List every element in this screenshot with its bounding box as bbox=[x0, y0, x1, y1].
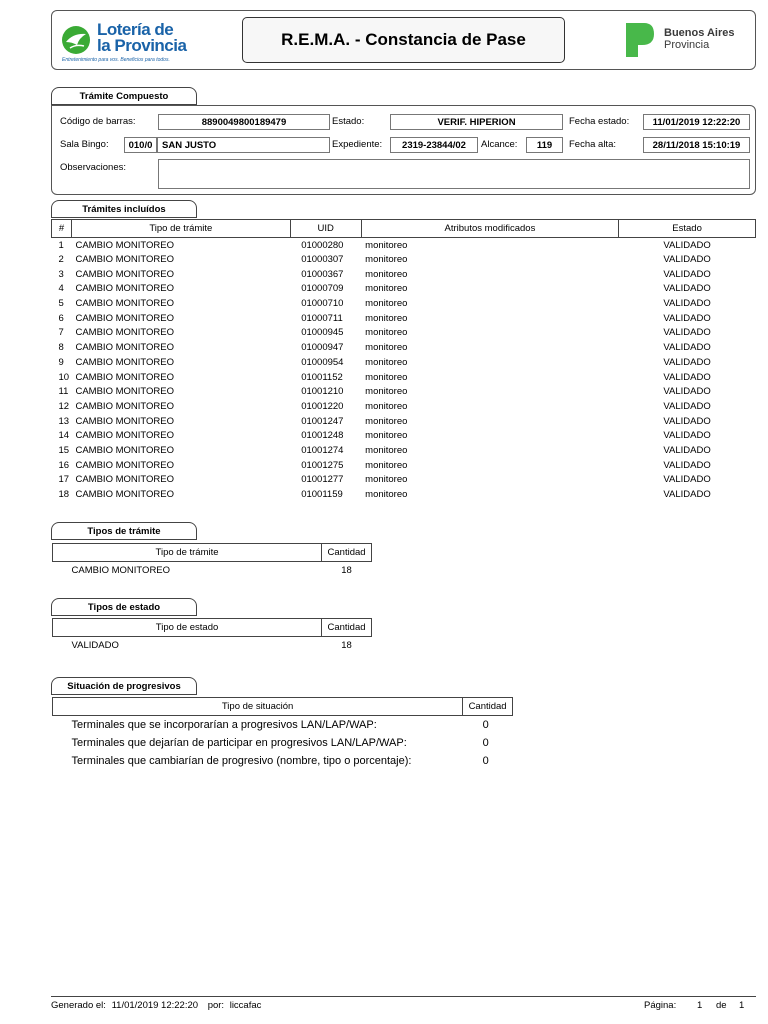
col-header-estado: Estado bbox=[619, 220, 756, 238]
row-number: 12 bbox=[58, 400, 70, 412]
fecha-estado-label: Fecha estado: bbox=[569, 116, 630, 127]
table-row bbox=[52, 370, 756, 385]
estado-cell: VALIDADO bbox=[663, 489, 711, 501]
logo-line2: la Provincia bbox=[97, 36, 187, 55]
row-number: 14 bbox=[58, 430, 70, 442]
situacion-cell: Terminales que dejarían de participar en progresivos LAN/LAP/WAP: bbox=[71, 736, 407, 749]
table-row bbox=[52, 487, 756, 502]
col-header-tipo: Tipo de trámite bbox=[71, 220, 290, 238]
tipo-tramite-cell: CAMBIO MONITOREO bbox=[75, 283, 175, 295]
expediente-field: 2319-23844/02 bbox=[390, 137, 478, 153]
generado-label: Generado el: bbox=[51, 1000, 106, 1011]
uid-cell: 01001275 bbox=[301, 459, 344, 471]
atributos-cell: monitoreo bbox=[365, 489, 408, 501]
atributos-cell: monitoreo bbox=[365, 312, 408, 324]
alcance-field: 119 bbox=[526, 137, 563, 153]
estado-cell: VALIDADO bbox=[663, 459, 711, 471]
uid-cell: 01000709 bbox=[301, 283, 344, 295]
document-title: R.E.M.A. - Constancia de Pase bbox=[242, 17, 565, 63]
table-row bbox=[52, 428, 756, 443]
row-number: 10 bbox=[58, 371, 70, 383]
alcance-label: Alcance: bbox=[481, 139, 518, 150]
uid-cell: 01000307 bbox=[301, 254, 344, 266]
tramite-compuesto-box bbox=[51, 105, 756, 195]
row-number: 8 bbox=[58, 342, 64, 354]
codigo-label: Código de barras: bbox=[60, 116, 136, 127]
row-number: 7 bbox=[58, 327, 64, 339]
table-row bbox=[52, 267, 756, 282]
table-row bbox=[52, 399, 756, 414]
atributos-cell: monitoreo bbox=[365, 283, 408, 295]
uid-cell: 01001159 bbox=[301, 489, 343, 501]
col-header-tipo-situacion: Tipo de situación bbox=[53, 698, 463, 716]
estado-cell: VALIDADO bbox=[663, 327, 711, 339]
tipo-tramite-cell: CAMBIO MONITOREO bbox=[75, 342, 175, 354]
buenos-aires-logo bbox=[622, 17, 740, 63]
uid-cell: 01000711 bbox=[301, 312, 343, 324]
sala-name-field: SAN JUSTO bbox=[157, 137, 330, 153]
col-header-atributos: Atributos modificados bbox=[361, 220, 619, 238]
table-row bbox=[52, 311, 756, 326]
table-row bbox=[52, 296, 756, 311]
cantidad-cell: 0 bbox=[482, 736, 489, 749]
row-number: 13 bbox=[58, 415, 70, 427]
tipos-estado-table bbox=[52, 618, 372, 654]
row-number: 16 bbox=[58, 459, 70, 471]
uid-cell: 01000367 bbox=[301, 268, 344, 280]
estado-cell: VALIDADO bbox=[663, 400, 711, 412]
atributos-cell: monitoreo bbox=[365, 342, 408, 354]
atributos-cell: monitoreo bbox=[365, 298, 408, 310]
fecha-alta-label: Fecha alta: bbox=[569, 139, 616, 150]
atributos-cell: monitoreo bbox=[365, 386, 408, 398]
expediente-label: Expediente: bbox=[332, 139, 383, 150]
estado-cell: VALIDADO bbox=[663, 239, 711, 251]
atributos-cell: monitoreo bbox=[365, 254, 408, 266]
row-number: 6 bbox=[58, 312, 64, 324]
logo-tagline: Entretenimiento para vos. Beneficios para todos. bbox=[62, 57, 170, 63]
tipo-tramite-cell: CAMBIO MONITOREO bbox=[75, 444, 175, 456]
loteria-logo bbox=[61, 19, 201, 65]
row-number: 9 bbox=[58, 356, 64, 368]
col-header-tipo-estado: Tipo de estado bbox=[53, 619, 322, 637]
row-number: 1 bbox=[58, 239, 64, 251]
table-row bbox=[52, 326, 756, 341]
atributos-cell: monitoreo bbox=[365, 474, 408, 486]
atributos-cell: monitoreo bbox=[365, 239, 408, 251]
atributos-cell: monitoreo bbox=[365, 356, 408, 368]
uid-cell: 01001220 bbox=[301, 400, 344, 412]
row-number: 17 bbox=[58, 474, 70, 486]
row-number: 18 bbox=[58, 489, 70, 501]
atributos-cell: monitoreo bbox=[365, 415, 408, 427]
atributos-cell: monitoreo bbox=[365, 268, 408, 280]
table-row bbox=[53, 752, 513, 770]
generado-value: 11/01/2019 12:22:20 bbox=[111, 1000, 199, 1011]
col-header-num: # bbox=[52, 220, 72, 238]
col-header-tipo-tramite: Tipo de trámite bbox=[53, 544, 322, 562]
sala-code-field: 010/0 bbox=[124, 137, 157, 153]
uid-cell: 01000954 bbox=[301, 356, 344, 368]
tipo-tramite-cell: CAMBIO MONITOREO bbox=[75, 254, 175, 266]
tipo-tramite-cell: CAMBIO MONITOREO bbox=[75, 239, 175, 251]
tab-tipos-estado: Tipos de estado bbox=[51, 598, 197, 616]
pagina-label: Página: bbox=[644, 1000, 677, 1011]
uid-cell: 01000945 bbox=[301, 327, 344, 339]
estado-cell: VALIDADO bbox=[663, 283, 711, 295]
estado-cell: VALIDADO bbox=[663, 268, 711, 280]
row-number: 4 bbox=[58, 283, 64, 295]
tipo-tramite-cell: CAMBIO MONITOREO bbox=[75, 312, 175, 324]
uid-cell: 01001274 bbox=[301, 444, 344, 456]
loteria-bird-icon bbox=[61, 25, 91, 55]
estado-cell: VALIDADO bbox=[663, 474, 711, 486]
pagina-value: 1 bbox=[697, 1000, 703, 1011]
situacion-cell: Terminales que cambiarían de progresivo (nombre, tipo o porcentaje): bbox=[71, 754, 412, 767]
codigo-field: 8890049800189479 bbox=[158, 114, 330, 130]
fecha-estado-field: 11/01/2019 12:22:20 bbox=[643, 114, 750, 130]
tipo-tramite-cell: CAMBIO MONITOREO bbox=[75, 474, 175, 486]
col-header-cantidad: Cantidad bbox=[322, 544, 372, 562]
table-row bbox=[52, 238, 756, 253]
table-row bbox=[52, 443, 756, 458]
uid-cell: 01001247 bbox=[301, 415, 344, 427]
cantidad-cell: 0 bbox=[482, 718, 489, 731]
uid-cell: 01000710 bbox=[301, 298, 344, 310]
row-number: 11 bbox=[58, 386, 69, 398]
fecha-alta-field: 28/11/2018 15:10:19 bbox=[643, 137, 750, 153]
provincia-p-icon bbox=[624, 21, 656, 59]
atributos-cell: monitoreo bbox=[365, 327, 408, 339]
tipos-tramite-table bbox=[52, 543, 372, 579]
gov-line2: Provincia bbox=[664, 39, 710, 51]
estado-cell: VALIDADO bbox=[71, 639, 119, 651]
sala-label: Sala Bingo: bbox=[60, 139, 109, 150]
tipo-tramite-cell: CAMBIO MONITOREO bbox=[75, 356, 175, 368]
tipo-tramite-cell: CAMBIO MONITOREO bbox=[75, 386, 175, 398]
table-row bbox=[52, 282, 756, 297]
total-value: 1 bbox=[739, 1000, 745, 1011]
tab-tramites-incluidos: Trámites incluídos bbox=[51, 200, 197, 218]
row-number: 5 bbox=[58, 298, 64, 310]
table-row bbox=[53, 637, 372, 654]
page-header bbox=[51, 10, 756, 70]
uid-cell: 01001210 bbox=[301, 386, 344, 398]
tipo-tramite-cell: CAMBIO MONITOREO bbox=[75, 415, 175, 427]
table-row bbox=[53, 562, 372, 579]
estado-cell: VALIDADO bbox=[663, 254, 711, 266]
usuario-value: liccafac bbox=[229, 1000, 262, 1011]
tipo-tramite-cell: CAMBIO MONITOREO bbox=[75, 371, 175, 383]
logo-line1: Lotería de bbox=[97, 20, 174, 39]
uid-cell: 01000947 bbox=[301, 342, 344, 354]
page-footer bbox=[51, 996, 756, 1011]
row-number: 3 bbox=[58, 268, 64, 280]
tramites-incluidos-body bbox=[52, 238, 756, 502]
estado-cell: VALIDADO bbox=[663, 415, 711, 427]
estado-cell: VALIDADO bbox=[663, 430, 711, 442]
uid-cell: 01001277 bbox=[301, 474, 344, 486]
row-number: 15 bbox=[58, 444, 70, 456]
table-row bbox=[52, 414, 756, 429]
progresivos-table bbox=[52, 697, 513, 770]
estado-cell: VALIDADO bbox=[663, 386, 711, 398]
estado-cell: VALIDADO bbox=[663, 342, 711, 354]
table-row bbox=[52, 458, 756, 473]
cantidad-cell: 18 bbox=[341, 564, 352, 576]
table-row bbox=[52, 473, 756, 488]
atributos-cell: monitoreo bbox=[365, 430, 408, 442]
col-header-uid: UID bbox=[290, 220, 361, 238]
observaciones-label: Observaciones: bbox=[60, 162, 127, 173]
estado-cell: VALIDADO bbox=[663, 298, 711, 310]
atributos-cell: monitoreo bbox=[365, 444, 408, 456]
atributos-cell: monitoreo bbox=[365, 459, 408, 471]
tipo-cell: CAMBIO MONITOREO bbox=[71, 564, 171, 576]
row-number: 2 bbox=[58, 254, 64, 266]
estado-field: VERIF. HIPERION bbox=[390, 114, 563, 130]
estado-cell: VALIDADO bbox=[663, 356, 711, 368]
tipo-tramite-cell: CAMBIO MONITOREO bbox=[75, 430, 175, 442]
uid-cell: 01001248 bbox=[301, 430, 344, 442]
col-header-cantidad: Cantidad bbox=[322, 619, 372, 637]
tipo-tramite-cell: CAMBIO MONITOREO bbox=[75, 459, 175, 471]
table-row bbox=[52, 384, 756, 399]
table-row bbox=[52, 252, 756, 267]
cantidad-cell: 18 bbox=[341, 639, 352, 651]
de-label: de bbox=[716, 1000, 727, 1011]
tipo-tramite-cell: CAMBIO MONITOREO bbox=[75, 327, 175, 339]
tramites-incluidos-table bbox=[51, 219, 756, 502]
tab-situacion-progresivos: Situación de progresivos bbox=[51, 677, 197, 695]
table-row bbox=[53, 734, 513, 752]
estado-cell: VALIDADO bbox=[663, 444, 711, 456]
por-label: por: bbox=[207, 1000, 225, 1011]
uid-cell: 01000280 bbox=[301, 239, 344, 251]
cantidad-cell: 0 bbox=[482, 754, 489, 767]
gov-line1: Buenos Aires bbox=[664, 27, 735, 39]
tab-tramite-compuesto: Trámite Compuesto bbox=[51, 87, 197, 105]
table-row bbox=[52, 340, 756, 355]
estado-cell: VALIDADO bbox=[663, 312, 711, 324]
tab-tipos-tramite: Tipos de trámite bbox=[51, 522, 197, 540]
col-header-cantidad: Cantidad bbox=[463, 698, 513, 716]
tipo-tramite-cell: CAMBIO MONITOREO bbox=[75, 489, 175, 501]
tipo-tramite-cell: CAMBIO MONITOREO bbox=[75, 268, 175, 280]
atributos-cell: monitoreo bbox=[365, 371, 408, 383]
tipo-tramite-cell: CAMBIO MONITOREO bbox=[75, 298, 175, 310]
uid-cell: 01001152 bbox=[301, 371, 343, 383]
estado-label: Estado: bbox=[332, 116, 365, 127]
table-row bbox=[52, 355, 756, 370]
observaciones-field bbox=[158, 159, 750, 189]
atributos-cell: monitoreo bbox=[365, 400, 408, 412]
estado-cell: VALIDADO bbox=[663, 371, 711, 383]
table-row bbox=[53, 716, 513, 734]
situacion-cell: Terminales que se incorporarían a progresivos LAN/LAP/WAP: bbox=[71, 718, 377, 731]
tipo-tramite-cell: CAMBIO MONITOREO bbox=[75, 400, 175, 412]
